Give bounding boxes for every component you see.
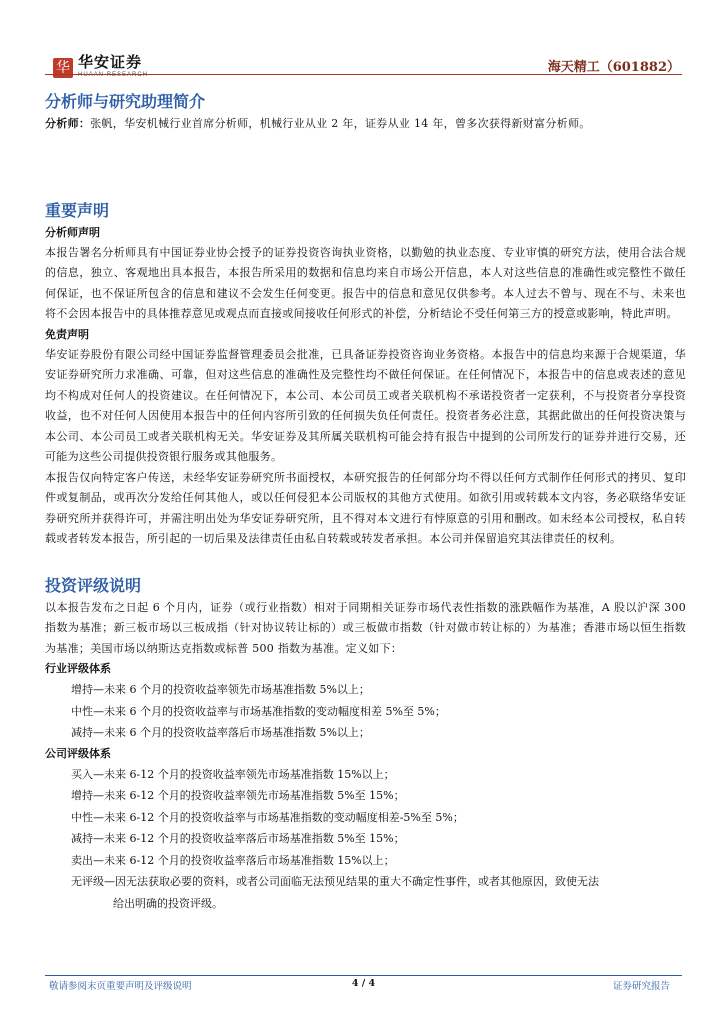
disclaimer-section-title: 重要声明 bbox=[45, 200, 110, 220]
company-logo bbox=[53, 54, 148, 82]
analyst-statement-text: 本报告署名分析师具有中国证券业协会授予的证券投资咨询执业资格，以勤勉的执业态度、专业审慎的研究方法，使用合法合规的信息，独立、客观地出具本报告，本报告所采用的数据和信息均来自市场公开信息，本人对这些信息的准确性或完整性不做任何保证，也不保证所包含的信息和建议不会发生任何变更。报告中的信息和意见仅供参考。本人过去不曾与、现在不与、未来也将不会因本报告中的具体推荐意见或观点而直接或间接收任何形式的补偿，分析结论不受任何第三方的授意或影响，特此声明。 bbox=[45, 245, 686, 320]
stock-name: 海天精工（601882） bbox=[547, 60, 680, 75]
company-rating-item-no-rating bbox=[45, 871, 686, 914]
rating-section-title: 投资评级说明 bbox=[45, 575, 142, 595]
no-rating-line2: 给出明确的投资评级。 bbox=[113, 896, 223, 910]
header-divider bbox=[45, 74, 682, 75]
analyst-text: 张帆，华安机械行业首席分析师，机械行业从业 2 年，证券从业 14 年，曾多次获得新财富分析师。 bbox=[90, 117, 591, 130]
copyright-text: 本报告仅向特定客户传送，未经华安证券研究所书面授权，本研究报告的任何部分均不得以任何方式制作任何形式的拷贝、复印件或复制品，或再次分发给任何其他人，或以任何侵犯本公司版权的其他方式使用。如欲引用或转载本文内容，务必联络华安证券研究所并获得许可，并需注明出处为华安证券研究所，且不得对本文进行有悖原意的引用和删改。如未经本公司授权，私自转载或者转发本报告，所引起的一切后果及法律责任由私自转载或转发者承担。本公司并保留追究其法律责任的权利。 bbox=[45, 470, 686, 545]
company-rating-item: 中性—未来 6-12 个月的投资收益率与市场基准指数的变动幅度相差-5%至 5%； bbox=[71, 810, 464, 824]
disclaimer-heading: 免责声明 bbox=[45, 327, 89, 341]
company-rating-heading: 公司评级体系 bbox=[45, 746, 111, 760]
company-rating-item: 减持—未来 6-12 个月的投资收益率落后市场基准指数 5%至 15%； bbox=[71, 832, 405, 845]
logo-name: 华安证券 bbox=[78, 53, 143, 71]
analyst-intro bbox=[45, 114, 686, 135]
rating-intro: 以本报告发布之日起 6 个月内，证券（或行业指数）相对于同期相关证券市场代表性指数的涨跌幅作为基准，A 股以沪深 300 指数为基准；新三板市场以三板成指（针对协议转让标的）或三板做市指数（针对做市转让标的）为基准；香港市场以恒生指数为基准；美国市场以纳斯达克指数或标普 500 指数为基准。定义如下： bbox=[45, 600, 686, 655]
page-header bbox=[45, 52, 682, 84]
analyst-section-title: 分析师与研究助理简介 bbox=[45, 92, 206, 111]
no-rating-line1: 无评级—因无法获取必要的资料，或者公司面临无法预见结果的重大不确定性事件，或者其他原因，致使无法 bbox=[71, 875, 599, 888]
footer-divider bbox=[45, 975, 682, 976]
company-rating-item: 买入—未来 6-12 个月的投资收益率领先市场基准指数 15%以上； bbox=[71, 767, 395, 781]
footer-label: 证券研究报告 bbox=[612, 981, 670, 992]
footer-note: 敬请参阅末页重要声明及评级说明 bbox=[49, 981, 192, 992]
disclaimer-text: 华安证券股份有限公司经中国证券监督管理委员会批准，已具备证券投资咨询业务资格。本报告中的信息均来源于合规渠道，华安证券研究所力求准确、可靠，但对这些信息的准确性及完整性均不做任何保证。在任何情况下，本报告中的信息或表述的意见均不构成对任何人的投资建议。在任何情况下，本公司、本公司员工或者关联机构不承诺投资者一定获利，不与投资者分享投资收益，也不对任何人因使用本报告中的任何内容所引致的任何损失负任何责任。投资者务必注意，其据此做出的任何投资决策与本公司、本公司员工或者关联机构无关。华安证券及其所属关联机构可能会持有报告中提到的公司所发行的证券并进行交易，还可能为这些公司提供投资银行服务或其他服务。 bbox=[45, 347, 686, 463]
logo-seal-icon: 华 bbox=[53, 58, 73, 78]
page-number: 4 / 4 bbox=[351, 978, 376, 989]
industry-rating-item: 增持—未来 6 个月的投资收益率领先市场基准指数 5%以上； bbox=[71, 683, 370, 696]
company-rating-item: 增持—未来 6-12 个月的投资收益率领先市场基准指数 5%至 15%； bbox=[71, 789, 405, 802]
industry-rating-item: 中性—未来 6 个月的投资收益率与市场基准指数的变动幅度相差 5%至 5%； bbox=[71, 704, 446, 718]
analyst-statement-heading: 分析师声明 bbox=[45, 225, 100, 239]
industry-rating-item: 减持—未来 6 个月的投资收益率落后市场基准指数 5%以上； bbox=[71, 726, 370, 739]
company-rating-item: 卖出—未来 6-12 个月的投资收益率落后市场基准指数 15%以上； bbox=[71, 853, 395, 867]
analyst-label: 分析师： bbox=[45, 117, 91, 130]
page-content bbox=[45, 88, 686, 914]
industry-rating-heading: 行业评级体系 bbox=[45, 662, 111, 675]
logo-english: HUAAN RESEARCH bbox=[78, 72, 149, 78]
